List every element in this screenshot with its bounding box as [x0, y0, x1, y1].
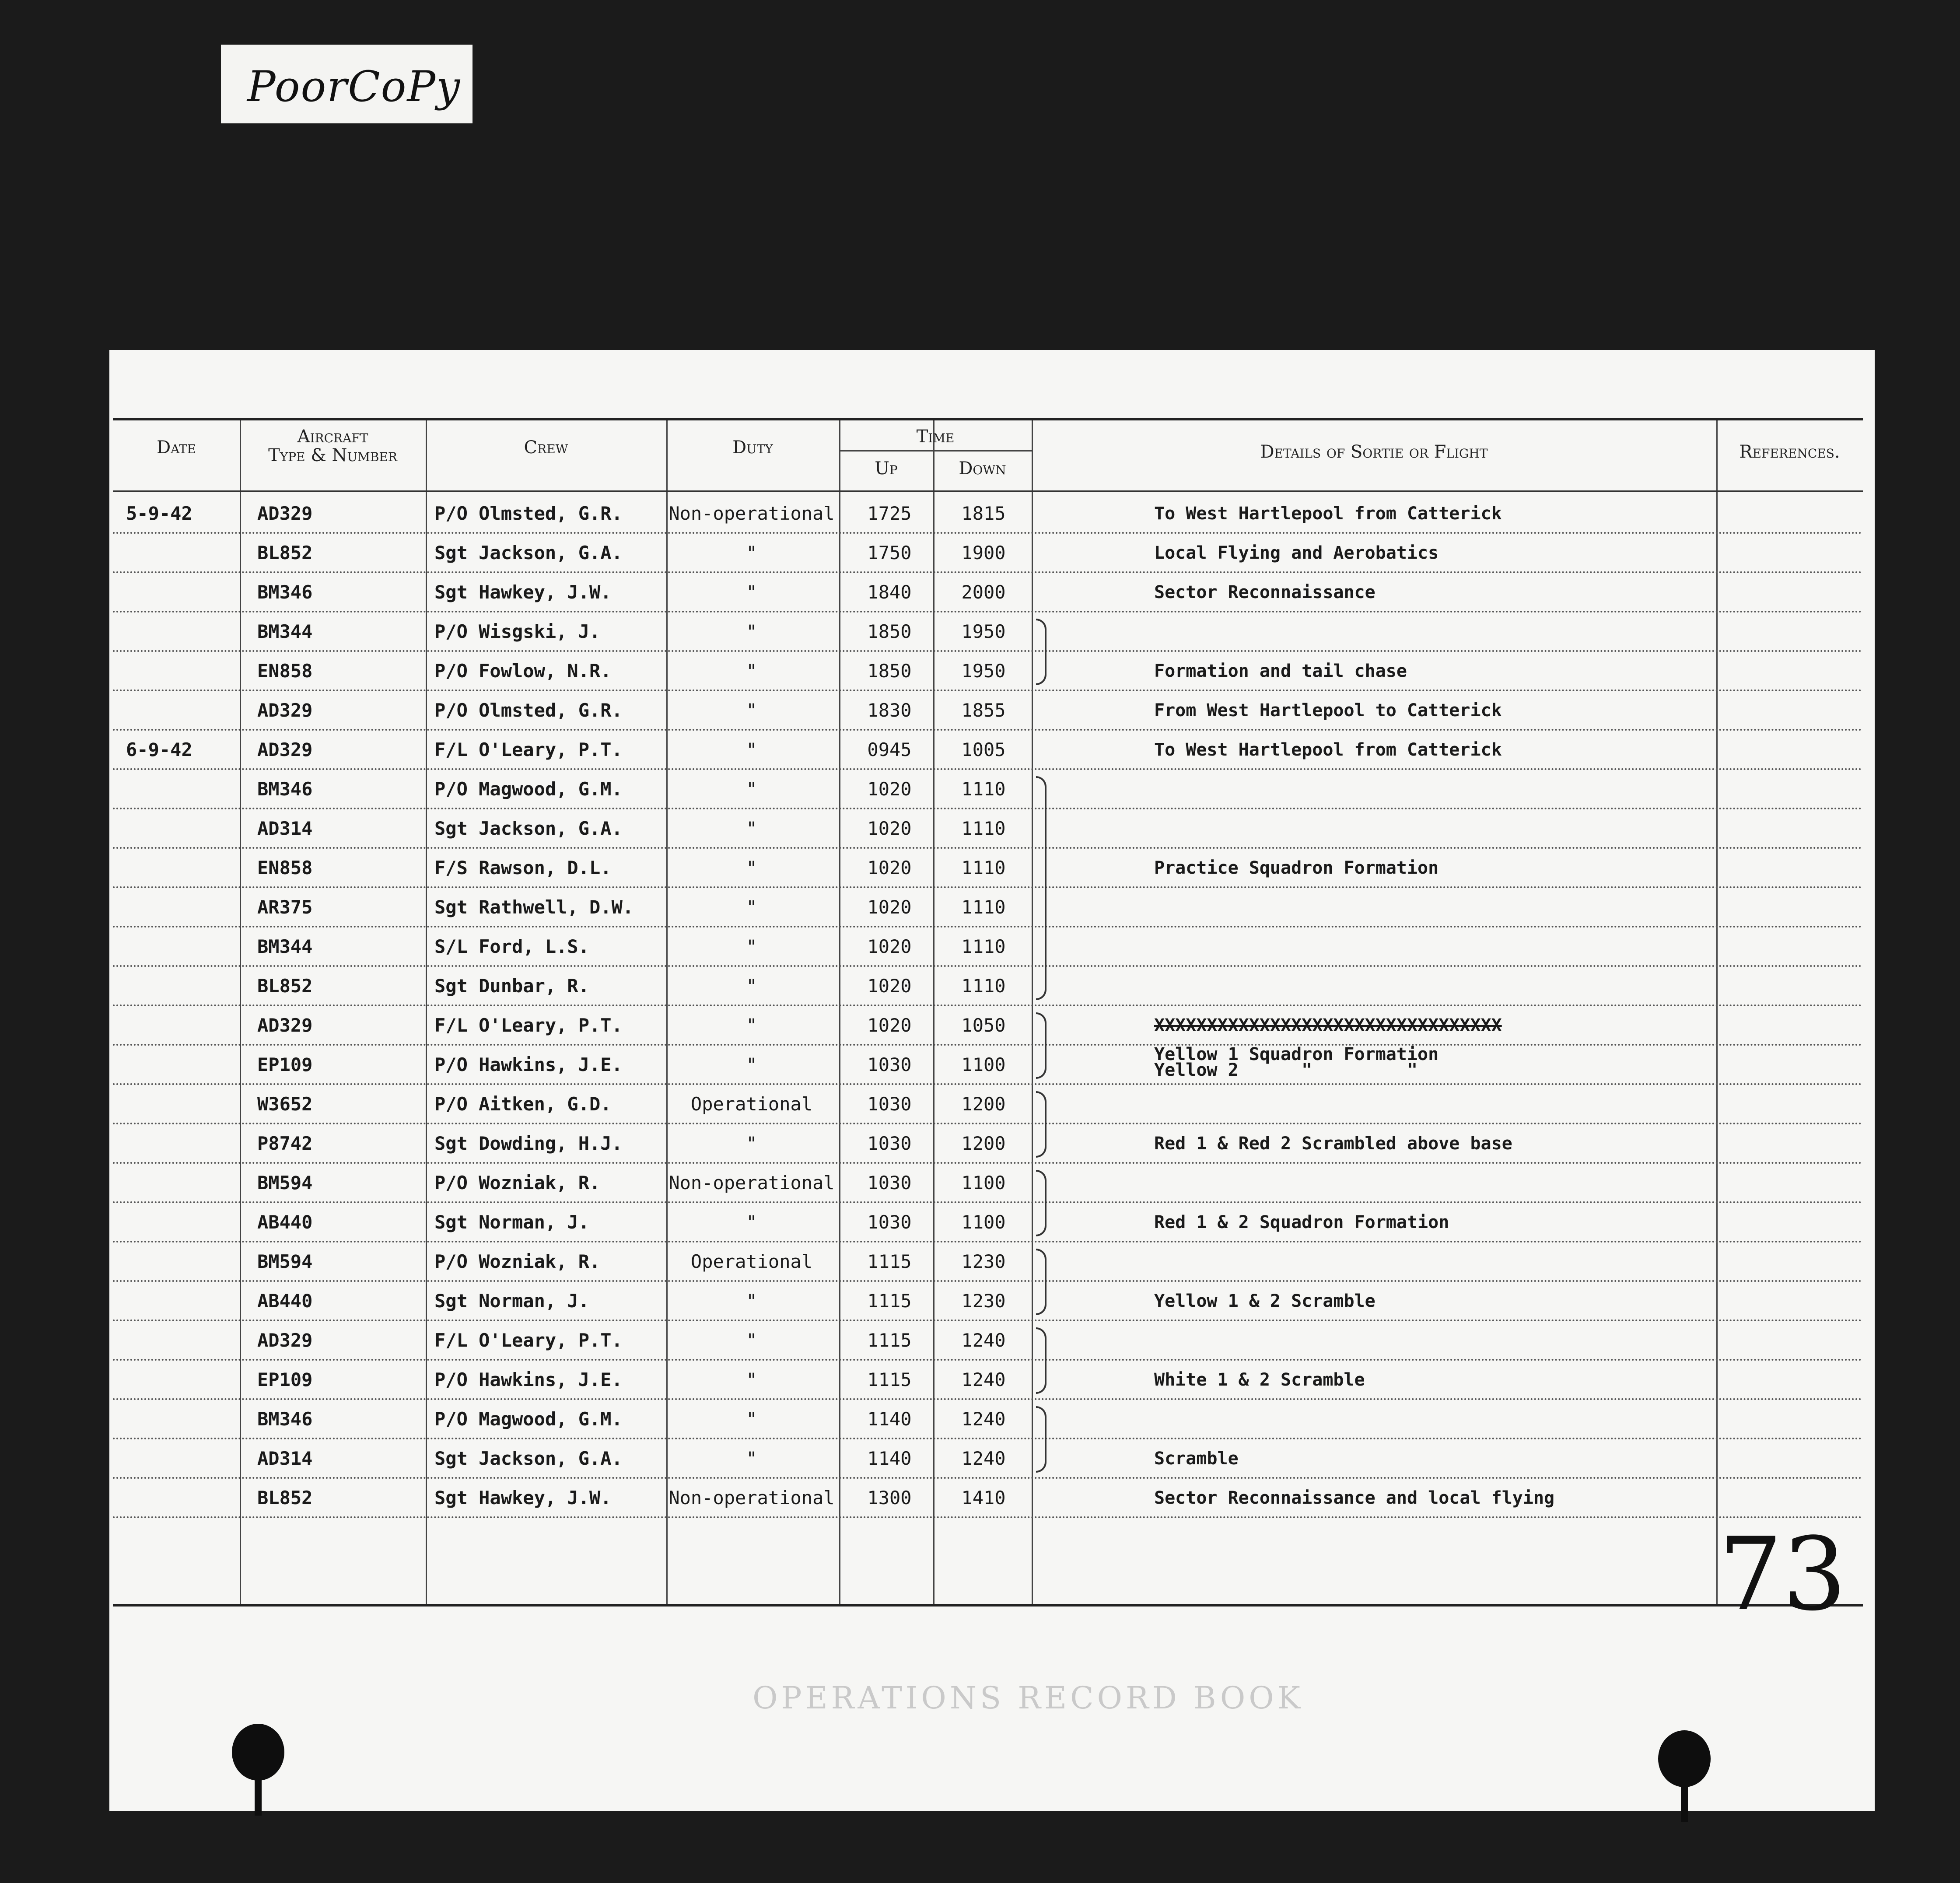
table-row	[113, 847, 1863, 888]
cell-down: 1230	[961, 1290, 1006, 1312]
cell-date	[126, 697, 214, 724]
cell-details: Scramble	[1154, 1449, 1239, 1469]
cell-down: 1815	[961, 503, 1006, 524]
cell-details	[1154, 934, 1810, 960]
table-row	[113, 1083, 1863, 1124]
table-row	[113, 532, 1863, 573]
cell-date	[126, 1446, 214, 1472]
cell-down: 2000	[961, 581, 1006, 603]
cell-date	[126, 855, 214, 881]
cell-details	[1154, 1327, 1810, 1354]
cell-duty: "	[746, 857, 757, 878]
cell-date	[126, 1485, 214, 1511]
cell-details: From West Hartlepool to Catterick	[1154, 700, 1502, 721]
time-rule	[839, 450, 1032, 452]
cell-up: 1030	[867, 1211, 912, 1233]
cell-duty: "	[746, 975, 757, 997]
cell-details	[1154, 816, 1810, 842]
table-row	[113, 1398, 1863, 1439]
cell-details: White 1 & 2 Scramble	[1154, 1370, 1365, 1390]
cell-aircraft: AD329	[257, 503, 313, 524]
cell-date	[126, 1327, 214, 1354]
cell-up: 1030	[867, 1054, 912, 1075]
cell-duty: Non-operational	[668, 1172, 835, 1194]
cell-down: 1100	[961, 1211, 1006, 1233]
cell-up: 1020	[867, 1015, 912, 1036]
cell-up: 1725	[867, 503, 912, 524]
cell-date: 5-9-42	[126, 503, 192, 524]
cell-crew: Sgt Norman, J.	[434, 1290, 590, 1312]
cell-aircraft: AD329	[257, 700, 313, 721]
table-row	[113, 768, 1863, 809]
cell-date	[126, 1170, 214, 1196]
cell-down: 1110	[961, 936, 1006, 957]
cell-crew: F/S Rawson, D.L.	[434, 857, 612, 878]
table-row	[113, 493, 1863, 534]
cell-aircraft: BM346	[257, 778, 313, 800]
table-row	[113, 1320, 1863, 1361]
table-row	[113, 1438, 1863, 1479]
cell-down: 1900	[961, 542, 1006, 564]
cell-up: 1750	[867, 542, 912, 564]
group-bracket	[1036, 1249, 1046, 1315]
record-sheet	[109, 350, 1875, 1811]
cell-duty: "	[746, 739, 757, 760]
cell-crew: P/O Magwood, G.M.	[434, 1408, 623, 1430]
table-row	[113, 808, 1863, 849]
cell-details	[1154, 973, 1810, 999]
cell-aircraft: AD329	[257, 1330, 313, 1351]
cell-down: 1200	[961, 1093, 1006, 1115]
cell-up: 1020	[867, 778, 912, 800]
record-table	[113, 418, 1863, 1633]
cell-date	[126, 1091, 214, 1117]
cell-crew: Sgt Rathwell, D.W.	[434, 896, 634, 918]
cell-date	[126, 816, 214, 842]
cell-down: 1110	[961, 778, 1006, 800]
cell-date: 6-9-42	[126, 739, 192, 760]
cell-up: 1850	[867, 660, 912, 682]
cell-down: 1230	[961, 1251, 1006, 1272]
cell-details: Formation and tail chase	[1154, 661, 1407, 681]
table-row	[113, 729, 1863, 770]
cell-duty: "	[746, 660, 757, 682]
cell-up: 1020	[867, 818, 912, 839]
cell-date	[126, 1288, 214, 1314]
header-aircraft-2: Type & Number	[268, 445, 397, 466]
cell-details: Red 1 & Red 2 Scrambled above base	[1154, 1134, 1512, 1154]
cell-down: 1950	[961, 621, 1006, 642]
group-bracket	[1036, 1012, 1046, 1079]
cell-crew: Sgt Dowding, H.J.	[434, 1133, 623, 1154]
cell-details: Red 1 & 2 Squadron Formation	[1154, 1212, 1449, 1232]
header-details: Details of Sortie or Flight	[1260, 442, 1488, 462]
table-row	[113, 1044, 1863, 1085]
cell-details	[1154, 1170, 1810, 1196]
header-duty: Duty	[732, 438, 773, 458]
cell-up: 1030	[867, 1093, 912, 1115]
cell-duty: "	[746, 1330, 757, 1351]
cell-duty: "	[746, 896, 757, 918]
cell-up: 1020	[867, 896, 912, 918]
cell-aircraft: BL852	[257, 1487, 313, 1508]
cell-crew: P/O Magwood, G.M.	[434, 778, 623, 800]
cell-duty: "	[746, 621, 757, 642]
cell-down: 1855	[961, 700, 1006, 721]
cell-crew: Sgt Jackson, G.A.	[434, 1448, 623, 1469]
cell-crew: P/O Hawkins, J.E.	[434, 1369, 623, 1390]
cell-duty: "	[746, 936, 757, 957]
cell-up: 1115	[867, 1369, 912, 1390]
cell-aircraft: EP109	[257, 1054, 313, 1075]
cell-down: 1110	[961, 857, 1006, 878]
cell-duty: "	[746, 1290, 757, 1312]
table-row	[113, 650, 1863, 691]
header-aircraft-1: Aircraft	[297, 427, 368, 447]
cell-date	[126, 1052, 214, 1078]
binder-hole	[1658, 1730, 1711, 1787]
cell-date	[126, 1406, 214, 1432]
cell-details	[1154, 1249, 1810, 1275]
cell-details	[1154, 1091, 1810, 1117]
table-row	[113, 690, 1863, 731]
cell-down: 1100	[961, 1054, 1006, 1075]
cell-date	[126, 894, 214, 920]
cell-crew: P/O Wozniak, R.	[434, 1251, 601, 1272]
cell-up: 1020	[867, 936, 912, 957]
cell-crew: F/L O'Leary, P.T.	[434, 1015, 623, 1036]
table-row	[113, 1162, 1863, 1203]
cell-aircraft: EN858	[257, 857, 313, 878]
header-rule	[113, 490, 1863, 492]
cell-duty: Operational	[690, 1093, 813, 1115]
cell-down: 1410	[961, 1487, 1006, 1508]
cell-aircraft: EN858	[257, 660, 313, 682]
cell-details	[1154, 1406, 1810, 1432]
cell-up: 1830	[867, 700, 912, 721]
poor-copy-text: PoorCoPy	[247, 62, 461, 111]
cell-crew: P/O Wozniak, R.	[434, 1172, 601, 1194]
cell-crew: F/L O'Leary, P.T.	[434, 739, 623, 760]
cell-down: 1200	[961, 1133, 1006, 1154]
cell-aircraft: BM346	[257, 1408, 313, 1430]
cell-duty: "	[746, 1211, 757, 1233]
group-bracket	[1036, 776, 1046, 1000]
cell-up: 0945	[867, 739, 912, 760]
cell-aircraft: W3652	[257, 1093, 313, 1115]
page-number: 73	[1718, 1516, 1847, 1633]
cell-details: Local Flying and Aerobatics	[1154, 543, 1439, 563]
header-down: Down	[959, 458, 1006, 479]
cell-aircraft: BM594	[257, 1172, 313, 1194]
cell-date	[126, 658, 214, 684]
cell-duty: Operational	[690, 1251, 813, 1272]
cell-duty: "	[746, 581, 757, 603]
cell-crew: P/O Aitken, G.D.	[434, 1093, 612, 1115]
cell-down: 1050	[961, 1015, 1006, 1036]
table-row	[113, 1359, 1863, 1400]
header-references: References.	[1739, 442, 1840, 462]
poor-copy-label	[221, 45, 472, 123]
cell-details	[1154, 776, 1810, 802]
cell-duty: "	[746, 542, 757, 564]
cell-crew: P/O Olmsted, G.R.	[434, 700, 623, 721]
cell-date	[126, 1209, 214, 1236]
cell-up: 1850	[867, 621, 912, 642]
cell-aircraft: AD329	[257, 739, 313, 760]
cell-aircraft: BL852	[257, 542, 313, 564]
cell-up: 1115	[867, 1330, 912, 1351]
cell-up: 1115	[867, 1290, 912, 1312]
table-row	[113, 1201, 1863, 1242]
table-row	[113, 926, 1863, 967]
cell-up: 1115	[867, 1251, 912, 1272]
cell-aircraft: AD329	[257, 1015, 313, 1036]
cell-up: 1020	[867, 857, 912, 878]
cell-details: To West Hartlepool from Catterick	[1154, 504, 1502, 524]
cell-duty: "	[746, 818, 757, 839]
table-row	[113, 1123, 1863, 1164]
cell-aircraft: BM344	[257, 936, 313, 957]
cell-crew: P/O Hawkins, J.E.	[434, 1054, 623, 1075]
cell-details: Sector Reconnaissance	[1154, 582, 1376, 602]
table-row	[113, 886, 1863, 928]
cell-duty: "	[746, 1015, 757, 1036]
cell-crew: S/L Ford, L.S.	[434, 936, 590, 957]
cell-date	[126, 776, 214, 802]
cell-details	[1154, 894, 1810, 920]
cell-date	[126, 1012, 214, 1039]
cell-crew: P/O Olmsted, G.R.	[434, 503, 623, 524]
cell-up: 1140	[867, 1408, 912, 1430]
cell-details: XXXXXXXXXXXXXXXXXXXXXXXXXXXXXXXXX	[1154, 1015, 1502, 1036]
binder-hole	[232, 1724, 284, 1781]
table-row	[113, 611, 1863, 652]
cell-duty: Non-operational	[668, 503, 835, 524]
cell-up: 1030	[867, 1133, 912, 1154]
cell-down: 1240	[961, 1408, 1006, 1430]
cell-date	[126, 619, 214, 645]
cell-duty: "	[746, 1448, 757, 1469]
cell-crew: Sgt Jackson, G.A.	[434, 542, 623, 564]
table-row	[113, 965, 1863, 1006]
cell-duty: "	[746, 700, 757, 721]
header-up: Up	[875, 458, 898, 479]
cell-aircraft: AD314	[257, 1448, 313, 1469]
cell-down: 1240	[961, 1369, 1006, 1390]
table-row	[113, 571, 1863, 612]
cell-duty: "	[746, 1408, 757, 1430]
footer-title: OPERATIONS RECORD BOOK	[752, 1680, 1304, 1716]
cell-aircraft: AB440	[257, 1290, 313, 1312]
cell-date	[126, 540, 214, 566]
cell-down: 1110	[961, 896, 1006, 918]
cell-aircraft: EP109	[257, 1369, 313, 1390]
cell-up: 1140	[867, 1448, 912, 1469]
cell-details: Yellow 1 & 2 Scramble	[1154, 1291, 1376, 1311]
cell-details	[1154, 619, 1810, 645]
cell-date	[126, 934, 214, 960]
table-row	[113, 1241, 1863, 1282]
cell-date	[126, 579, 214, 606]
cell-aircraft: AR375	[257, 896, 313, 918]
group-bracket	[1036, 1327, 1046, 1394]
cell-crew: P/O Wisgski, J.	[434, 621, 601, 642]
cell-crew: Sgt Jackson, G.A.	[434, 818, 623, 839]
cell-crew: Sgt Dunbar, R.	[434, 975, 590, 997]
cell-down: 1240	[961, 1448, 1006, 1469]
cell-details: Practice Squadron Formation	[1154, 858, 1439, 878]
cell-crew: F/L O'Leary, P.T.	[434, 1330, 623, 1351]
cell-up: 1300	[867, 1487, 912, 1508]
cell-duty: "	[746, 1054, 757, 1075]
cell-details: To West Hartlepool from Catterick	[1154, 740, 1502, 760]
cell-crew: Sgt Hawkey, J.W.	[434, 581, 612, 603]
cell-duty: Non-operational	[668, 1487, 835, 1508]
header-time: Time	[916, 427, 955, 447]
cell-up: 1020	[867, 975, 912, 997]
table-row	[113, 1477, 1863, 1518]
cell-aircraft: BM344	[257, 621, 313, 642]
cell-crew: Sgt Norman, J.	[434, 1211, 590, 1233]
cell-date	[126, 973, 214, 999]
cell-aircraft: BM594	[257, 1251, 313, 1272]
cell-up: 1030	[867, 1172, 912, 1194]
cell-down: 1950	[961, 660, 1006, 682]
cell-aircraft: P8742	[257, 1133, 313, 1154]
cell-date	[126, 1249, 214, 1275]
cell-date	[126, 1130, 214, 1157]
cell-duty: "	[746, 778, 757, 800]
cell-down: 1240	[961, 1330, 1006, 1351]
cell-details: Sector Reconnaissance and local flying	[1154, 1488, 1555, 1508]
group-bracket	[1036, 1091, 1046, 1158]
cell-down: 1110	[961, 818, 1006, 839]
cell-up: 1840	[867, 581, 912, 603]
cell-duty: "	[746, 1369, 757, 1390]
cell-aircraft: AB440	[257, 1211, 313, 1233]
header-date: Date	[157, 438, 196, 458]
cell-duty: "	[746, 1133, 757, 1154]
cell-down: 1100	[961, 1172, 1006, 1194]
cell-date	[126, 1367, 214, 1393]
cell-crew: P/O Fowlow, N.R.	[434, 660, 612, 682]
cell-aircraft: BL852	[257, 975, 313, 997]
group-bracket	[1036, 1406, 1046, 1473]
cell-aircraft: AD314	[257, 818, 313, 839]
cell-crew: Sgt Hawkey, J.W.	[434, 1487, 612, 1508]
table-row	[113, 1280, 1863, 1321]
table-row	[113, 1004, 1863, 1046]
cell-details: Yellow 1 Squadron Formation Yellow 2 " "	[1154, 1044, 1439, 1080]
group-bracket	[1036, 619, 1046, 685]
cell-down: 1005	[961, 739, 1006, 760]
cell-aircraft: BM346	[257, 581, 313, 603]
header-crew: Crew	[524, 438, 568, 458]
group-bracket	[1036, 1170, 1046, 1236]
cell-down: 1110	[961, 975, 1006, 997]
